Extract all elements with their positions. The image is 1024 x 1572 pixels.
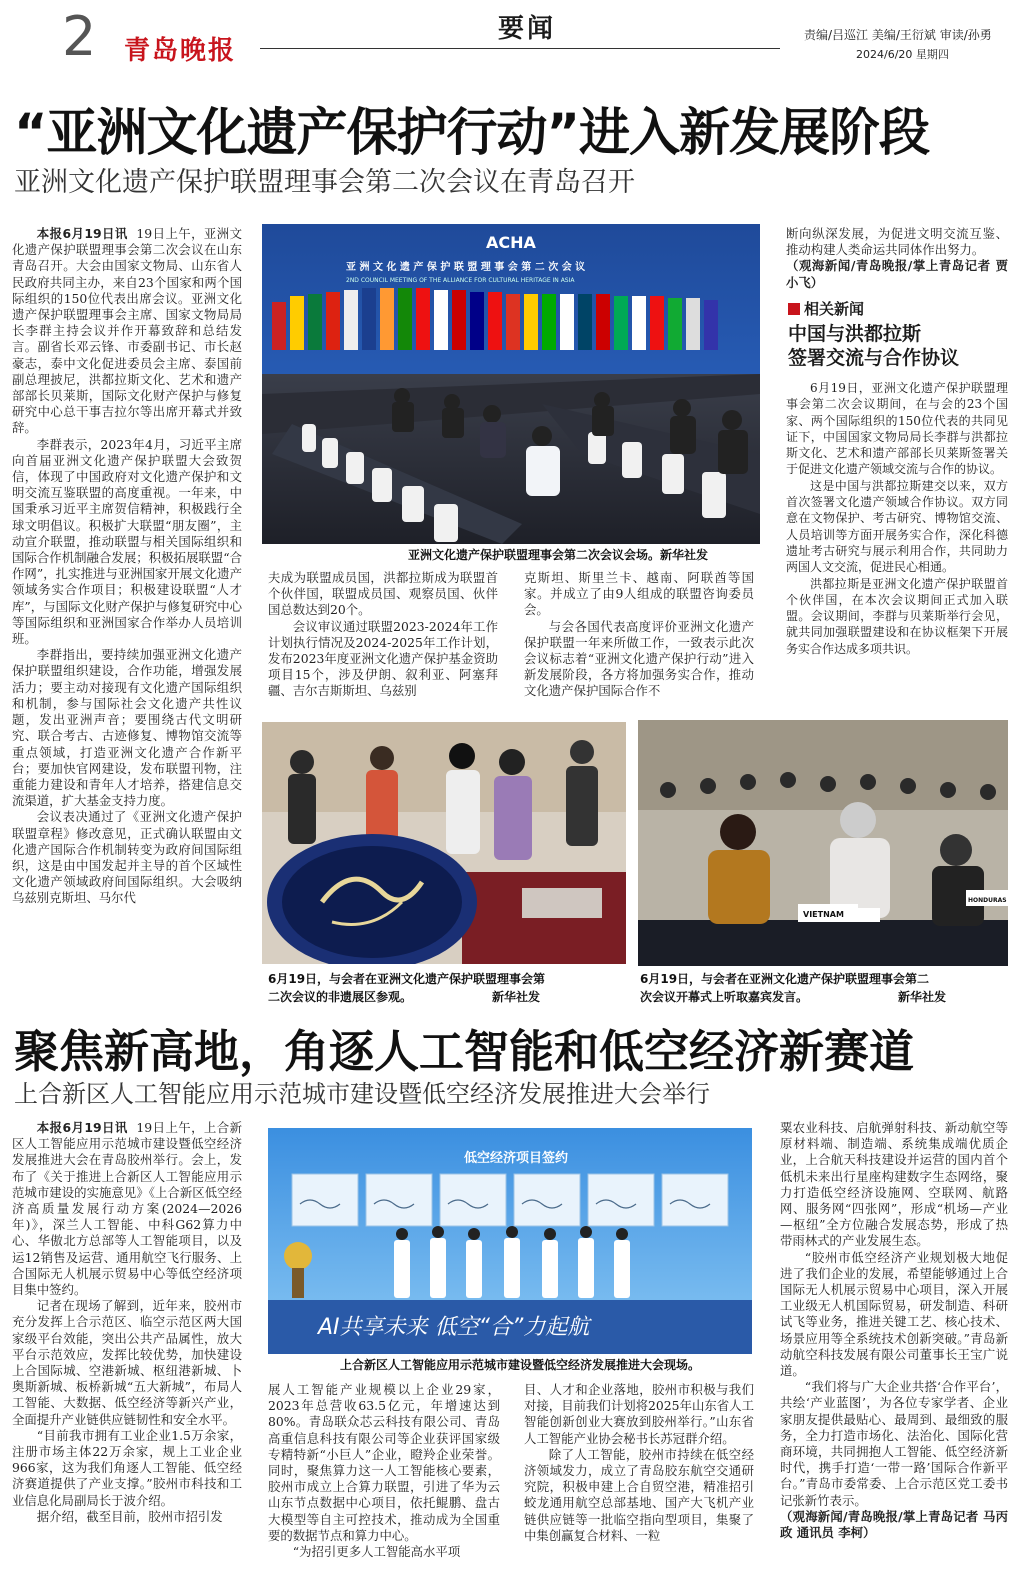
conference-hall-image (262, 224, 760, 544)
left-caption-credit: 新华社发 (492, 990, 541, 1004)
signing-ceremony-image (268, 1128, 752, 1354)
heritage-exhibition-photo (262, 722, 626, 964)
article2-paragraph: “目前我市拥有工业企业1.5万余家，注册市场主体22万余家，规上工业企业966家，这为我们角逐人工智能、低空经济赛道提供了产业支撑。”胶州市科技和工业信息化局副局长于波介绍。 (12, 1427, 242, 1508)
screen-slogan: AI共享未来 低空“合”力起航 (318, 1315, 590, 1340)
article1-column-4 (786, 226, 1008, 296)
vietnam-nameplate: VIETNAM (803, 910, 844, 919)
article2-paragraph: 记者在现场了解到，近年来，胶州市充分发挥上合示范区、临空示范区两大国家级平台效能，突出公共产品属性，放大平台示范效应，发挥比较优势，加快建设上合国际城、空港新城、枢纽港新城、卜奥斯新城、板桥新城“五大新城”，布局人工智能、大数据、低空经济等新兴产业，全面提升产业链供应链韧性和安全水平。 (12, 1298, 242, 1427)
banner-title: 亚 洲 文 化 遗 产 保 护 联 盟 理 事 会 第 二 次 会 议 (346, 262, 586, 273)
article2-paragraph: 目、人才和企业落地，胶州市积极与我们对接，目前我们计划将2025年山东省人工智能创新创业大赛放到胶州举行。”山东省人工智能产业协会秘书长苏冠群介绍。 (524, 1382, 754, 1446)
left-caption-line-2 (268, 988, 626, 1006)
right-caption-text: 次会议开幕式上听取嘉宾发言。 (640, 990, 809, 1004)
article1-paragraph: 克斯坦、斯里兰卡、越南、阿联酋等国家。并成立了由9人组成的联盟咨询委员会。 (524, 570, 754, 618)
left-photo-caption (268, 970, 626, 1006)
right-caption-line-1: 6月19日，与会者在亚洲文化遗产保护联盟理事会第二 (640, 972, 930, 986)
article2-paragraph: “我们将与广大企业共搭‘合作平台’，共绘‘产业蓝图’，为各位专家学者、企业家朋友提供最贴心、最周到、最细致的服务，全力打造市场化、法治化、国际化营商环境，共同拥抱人工智能、低空经济新时代，携手打造‘一带一路’国际合作新平台。”青岛市委常委、上合示范区党工委书记张新竹表示。 (780, 1379, 1008, 1508)
article2-paragraph: 展人工智能产业规模以上企业29家，2023年总营收63.5亿元，年增速达到80%。青岛联众芯云科技有限公司、青岛高重信息科技有限公司等企业获评国家级专精特新“小巨人”企业，瞪羚企业荣誉。同时，聚焦算力这一人工智能核心要素，胶州市成立上合算力联盟，引进了华为云山东节点数据中心项目，依托鲲鹏、盘古大模型等自主可控技术，推动成为全国重要的数据节点和算力中心。 (268, 1382, 500, 1543)
related-news-body (786, 380, 1008, 708)
article2-paragraph: “为招引更多人工智能高水平项 (292, 1544, 461, 1560)
related-paragraph: 这是中国与洪都拉斯建交以来，双方首次签署文化遗产领域合作协议。双方同意在文物保护、考古研究、博物馆交流、人员培训等方面开展务实合作，深化科德遗址考古研究与展示利用合作，共同助力两国人文交流，促进民心相通。 (786, 478, 1008, 575)
article1-paragraph: 夫成为联盟成员国，洪都拉斯成为联盟首个伙伴国，联盟成员国、观察员国、伙伴国总数达到20个。 (268, 570, 498, 618)
newspaper-logo: 青岛晚报 (124, 36, 237, 66)
article1-headline: “亚洲文化遗产保护行动”进入新发展阶段 (14, 104, 930, 163)
article2-column-1 (12, 1120, 242, 1570)
conference-hall-photo (262, 224, 760, 544)
article1-paragraph: 李群表示，2023年4月，习近平主席向首届亚洲文化遗产保护联盟大会致贺信，体现了中国政府对文化遗产保护和文明交流互鉴联盟的高度重视。一年来，中国秉承习近平主席贺信精神，积极践行全球文明倡议。积极扩大联盟“朋友圈”，主动宣介联盟，推动联盟与相关国际组织和国际合作机制融合发展；积极拓展联盟“合作网”，扎实推进与亚洲国家开展文化遗产领域务实合作项目；积极建设联盟“人才库”，与国际文化财产保护与修复研究中心等国际组织和亚洲国家合作举办人员培训班。 (12, 436, 242, 647)
opening-ceremony-image (638, 720, 1008, 966)
section-title: 要闻 (498, 14, 557, 44)
article1-column-1 (12, 226, 242, 988)
article1-dateline: 本报6月19日讯 (36, 226, 128, 241)
honduras-nameplate: HONDURAS (968, 897, 1007, 904)
article1-column-2 (268, 570, 498, 708)
related-title-line-2: 签署交流与合作协议 (788, 347, 960, 369)
article2-column-3 (524, 1382, 754, 1570)
article2-headline: 聚焦新高地，角逐人工智能和低空经济新赛道 (14, 1025, 915, 1078)
left-caption-line-1: 6月19日，与会者在亚洲文化遗产保护联盟理事会第 (268, 972, 546, 986)
right-caption-credit: 新华社发 (898, 990, 947, 1004)
article2-paragraph: 除了人工智能，胶州市持续在低空经济领域发力，成立了青岛胶东航空交通研究院，积极申建上合自贸空港，精准招引蛟龙通用航空总部基地、国产大飞机产业链供应链等一批临空指向型项目，集聚了中集创赢复合材料、一粒 (524, 1446, 754, 1543)
related-title-line-1: 中国与洪都拉斯 (788, 323, 922, 345)
article2-byline: （观海新闻/青岛晚报/掌上青岛记者 马丙政 通讯员 李柯） (780, 1508, 1008, 1541)
article2-dateline: 本报6月19日讯 (36, 1120, 128, 1135)
left-caption-text: 二次会议的非遗展区参观。 (268, 990, 413, 1004)
article2-photo-caption: 上合新区人工智能应用示范城市建设暨低空经济发展推进大会现场。 (340, 1358, 701, 1372)
header-rule (260, 48, 780, 49)
article1-paragraph: 断向纵深发展，为促进文明交流互鉴、推动构建人类命运共同体作出努力。 (786, 226, 1008, 258)
article2-column-4 (780, 1120, 1008, 1570)
article1-paragraph: 19日上午，亚洲文化遗产保护联盟理事会第二次会议在山东青岛召开。大会由国家文物局、山东省人民政府共同主办，来自23个国家和两个国际组织的150位代表出席会议。亚洲文化遗产保护联盟理事会主席、国家文物局局长李群主持会议并作开幕致辞和总结发言。副省长邓云锋、市委副书记、市长赵豪志，泰中文化促进委员会主席、泰国前副总理披尼，洪都拉斯文化、艺术和遗产部部长贝莱斯，国际文化财产保护与修复研究中心总干事吉拉尔等出席开幕式并致辞。 (12, 226, 242, 436)
article1-paragraph: 会议审议通过联盟2023-2024年工作计划执行情况及2024-2025年工作计划，发布2023年度亚洲文化遗产保护基金资助项目15个，涉及伊朗、叙利亚、阿塞拜疆、吉尔吉斯斯坦、乌兹别 (268, 618, 498, 699)
article1-paragraph: 与会各国代表高度评价亚洲文化遗产保护联盟一年来所做工作，一致表示此次会议标志着“亚洲文化遗产保护行动”进入新发展阶段，各方将加强务实合作，推动文化遗产保护国际合作不 (524, 618, 754, 699)
page-number: 2 (62, 5, 97, 68)
article2-paragraph: 据介绍，截至目前，胶州市招引发 (36, 1508, 223, 1524)
right-photo-caption (640, 970, 1008, 1006)
related-paragraph: 6月19日，亚洲文化遗产保护联盟理事会第二次会议期间，在与会的23个国家、两个国际组织的150位代表的共同见证下，中国国家文物局局长李群与洪都拉斯文化、艺术和遗产部部长贝莱斯签署关于促进文化遗产领域交流与合作的协议。 (786, 381, 1008, 477)
banner-title-en: 2ND COUNCIL MEETING OF THE ALLIANCE FOR CULTURAL HERITAGE IN ASIA (346, 277, 575, 284)
related-paragraph: 洪都拉斯是亚洲文化遗产保护联盟首个伙伴国，在本次会议期间正式加入联盟。会议期间，李群与贝莱斯举行会见，就共同加强联盟建设和在协议框架下开展务实合作达成多项共识。 (786, 576, 1008, 656)
article2-paragraph: “胶州市低空经济产业规划极大地促进了我们企业的发展，希望能够通过上合国际无人机展示贸易中心项目，深入开展工业级无人机国际贸易，研发制造、科研试飞等业务，推进关键工艺、核心技术、场景应用等全系统技术创新突破。”青岛新动航空科技发展有限公司董事长王宝广说道。 (780, 1249, 1008, 1379)
screen-title: 低空经济项目签约 (464, 1151, 569, 1166)
article2-subheadline: 上合新区人工智能应用示范城市建设暨低空经济发展推进大会举行 (14, 1080, 710, 1108)
main-photo-caption: 亚洲文化遗产保护联盟理事会第二次会议会场。新华社发 (408, 548, 709, 562)
right-caption-line-2 (640, 988, 1008, 1006)
opening-ceremony-photo (638, 720, 1008, 966)
article2-column-2 (268, 1382, 500, 1570)
issue-date: 2024/6/20 星期四 (856, 48, 949, 61)
article2-paragraph: 19日上午，上合新区人工智能应用示范城市建设暨低空经济发展推进大会在青岛胶州举行。会上，发布了《关于推进上合新区人工智能应用示范城市建设的实施意见》《上合新区低空经济高质量发展行动方案(2024—2026年)》，深兰人工智能、中科G62算力中心、华傲北方总部等人工智能项目，以及运12销售及运营、通用航空飞行服务、上合国际无人机展示贸易中心等低空经济项目集中签约。 (12, 1120, 242, 1298)
article2-paragraph: 粟农业科技、启航弹射科技、新动航空等原材料端、制造端、系统集成端优质企业，上合航天科技建设并运营的国内首个低机未来出行星座构建数字生态网络，聚力打造低空经济设施网、空联网、航路网、服务网“四张网”，形成“机场—产业—枢纽”全方位融合发展态势，形成了热带雨林式的产业发展生态。 (780, 1120, 1008, 1249)
article1-paragraph: 会议表决通过了《亚洲文化遗产保护联盟章程》修改意见，正式确认联盟由文化遗产国际合作机制转变为政府间国际组织，这是由中国发起并主导的首个区域性文化遗产领域政府间国际组织。大会吸纳乌兹别克斯坦、马尔代 (12, 809, 242, 906)
article1-paragraph: 李群指出，要持续加强亚洲文化遗产保护联盟组织建设，合作功能，增强发展活力；要主动对接现有文化遗产国际组织和机制，参与国际社会文化遗产共性议题，发出亚洲声音；要围绕古代文明研究、联合考古、古迹修复、博物馆交流等重点领域，打造亚洲文化遗产合作新平台；要加快官网建设，发布联盟刊物，注重能力建设和青年人才培养，搭建信息交流渠道，扩大基金支持力度。 (12, 647, 242, 809)
red-square-icon (788, 303, 800, 315)
related-news-label (788, 298, 864, 319)
article1-byline: （观海新闻/青岛晚报/掌上青岛记者 贾小飞） (786, 258, 1008, 290)
signing-ceremony-photo (268, 1128, 752, 1354)
related-news-label-text: 相关新闻 (804, 300, 865, 318)
acha-logo-text: ACHA (486, 233, 536, 252)
editor-credits: 责编/吕巡江 美编/王衍斌 审读/孙勇 (804, 28, 992, 42)
exhibition-image (262, 722, 626, 964)
article1-subheadline: 亚洲文化遗产保护联盟理事会第二次会议在青岛召开 (14, 167, 635, 198)
article1-column-3 (524, 570, 754, 708)
